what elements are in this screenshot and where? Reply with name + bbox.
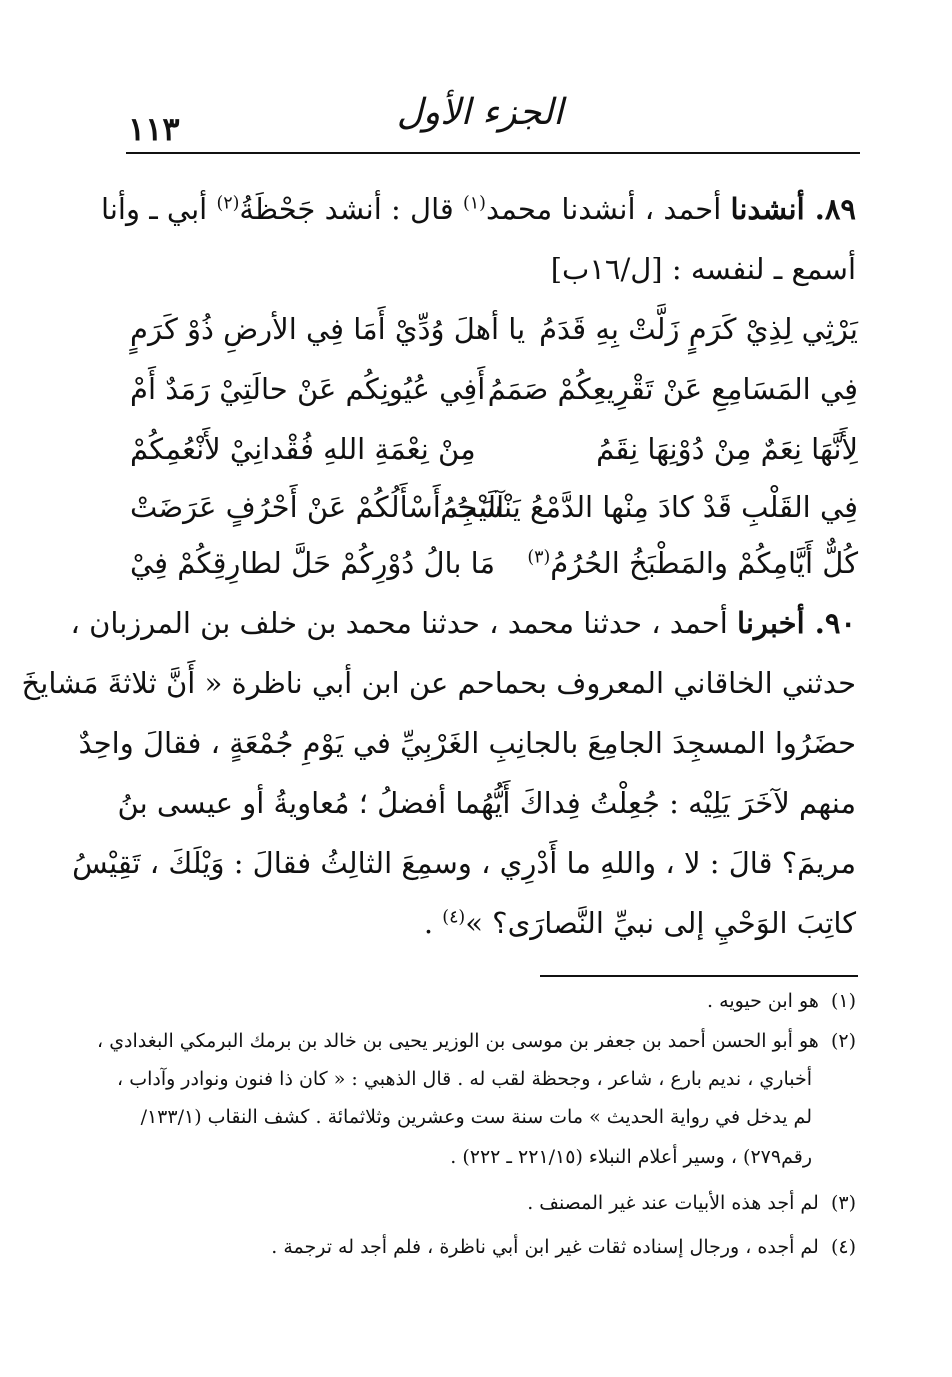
verse-text: كُلٌّ أَيَّامِكُمْ والمَطْبَخُ الحُرُمُ <box>550 546 858 580</box>
footnote-ref-1[interactable]: (١) <box>463 193 486 214</box>
page-number: ١١٣ <box>128 110 180 148</box>
verse-row <box>130 490 858 540</box>
entry-90-end: . <box>423 906 443 940</box>
entry-90-text: أحمد ، حدثنا محمد ، حدثنا محمد بن خلف بن المرزبان ، <box>70 606 737 640</box>
footnote-3 <box>527 1192 856 1214</box>
entry-90-line-6 <box>424 906 856 940</box>
entry-90-line-2: حدثني الخاقاني المعروف بحماحم عن ابن أبي ناظرة « أَنَّ ثلاثةَ مَشايخَ <box>21 666 856 700</box>
entry-90-line-4: منهم لآخَرَ يَلِيْه : جُعِلْتُ فِداكَ أَيُّهُما أفضلُ ؛ مُعاويةُ أو عيسى بنُ <box>117 786 856 820</box>
verse-row <box>130 372 858 422</box>
verse-hemistich-left: أَفِي عُيُونِكُم عَنْ حالَتِيْ رَمَدٌ أَمْ <box>130 372 486 406</box>
footnote-2 <box>97 1030 856 1052</box>
footnote-2-cont: أخباري ، نديم بارع ، شاعر ، وجحظة لقب له . قال الذهبي : « كان ذا فنون ونوادر وآداب ، <box>117 1068 812 1090</box>
entry-89-line-1 <box>101 192 856 226</box>
verse-hemistich-right: لِأَنَّهَا نِعَمٌ مِنْ دُوْنِهَا نِقَمُ <box>596 432 858 466</box>
footnote-ref-4[interactable]: (٤) <box>442 907 466 928</box>
footnote-text: هو أبو الحسن أحمد بن جعفر بن موسى بن الوزير يحيى بن خالد بن برمك البرمكي البغدادي ، <box>97 1030 819 1052</box>
entry-89-text-3: أبي ـ وأنا <box>101 192 217 226</box>
entry-89-line-2: أسمع ـ لنفسه : [ل/١٦ب] <box>550 252 856 286</box>
verse-hemistich-left: مِنْ نِعْمَةِ اللهِ فُقْدانِيْ لأَنْعُمِكُمْ <box>130 432 476 466</box>
entry-90-text-6: كاتِبَ الوَحْيِ إلى نبيِّ النَّصارَى؟ » <box>465 906 856 940</box>
verse-hemistich-right: يَرْثِي لِذِيْ كَرَمٍ زَلَّتْ بِهِ قَدَمُ <box>539 312 858 346</box>
running-header-title: الجزء الأول <box>396 92 564 133</box>
verse-hemistich-right: فِي القَلْبِ قَدْ كادَ مِنْها الدَّمْعُ يَنْسَجِمُ <box>440 490 858 524</box>
footnote-mark: (٣) <box>830 1192 856 1214</box>
footnote-2-cont: رقم٢٧٩) ، وسير أعلام النبلاء (٢٢١/١٥ ـ ٢٢٢) . <box>450 1146 812 1168</box>
footnote-separator <box>540 975 858 977</box>
footnote-text: لم أجده ، ورجال إسناده ثقات غير ابن أبي ناظرة ، فلم أجد له ترجمة . <box>271 1236 819 1258</box>
entry-90-line-5: مريمَ؟ قالَ : لا ، واللهِ ما أَدْرِي ، وسمِعَ الثالِثُ فقالَ : وَيْلَكَ ، تَقِيْسُ <box>72 846 856 880</box>
footnote-2-cont: لم يدخل في رواية الحديث » مات سنة ست وعشرين وثلاثمائة . كشف النقاب (١٣٣/١/ <box>140 1106 812 1128</box>
footnote-text: لم أجد هذه الأبيات عند غير المصنف . <box>527 1192 819 1214</box>
verse-hemistich-left: يا أهلَ وُدِّيْ أَمَا فِي الأرضِ ذُوْ كَرَمٍ <box>130 312 526 346</box>
entry-89-text: أحمد ، أنشدنا محمد <box>485 192 731 226</box>
footnote-mark: (١) <box>830 990 856 1012</box>
entry-89-text-2: قال : أنشد جَحْظَةُ <box>239 192 463 226</box>
verse-hemistich-right <box>527 546 858 580</box>
footnote-mark: (٢) <box>830 1030 856 1052</box>
entry-89-lead: ٨٩. أنشدنا <box>730 192 856 226</box>
verse-row <box>130 312 858 362</box>
verse-row <box>130 546 858 596</box>
entry-90-line-3: حضَرُوا المسجِدَ الجامِعَ بالجانِبِ الغَرْبِيِّ في يَوْمِ جُمْعَةٍ ، فقالَ واحِدٌ <box>78 726 856 760</box>
header-rule <box>126 152 860 154</box>
verse-hemistich-left: مَا بالُ دُوْرِكُمْ حَلَّ لطارِقِكُمْ فِيْ <box>130 546 496 580</box>
entry-90-line-1 <box>71 606 856 640</box>
footnote-mark: (٤) <box>830 1236 856 1258</box>
verse-hemistich-right: فِي المَسَامِعِ عَنْ تَقْرِيعِكُمْ صَمَمُ <box>487 372 858 406</box>
footnote-ref-2[interactable]: (٢) <box>216 193 240 214</box>
footnote-4 <box>271 1236 856 1258</box>
footnote-text: هو ابن حيويه . <box>707 990 819 1012</box>
footnote-ref-3[interactable]: (٣) <box>527 547 551 568</box>
entry-90-lead: ٩٠. أخبرنا <box>737 606 856 640</box>
verse-row <box>130 432 858 482</box>
verse-hemistich-left: آلَيْتُ أَسْأَلُكُمْ عَنْ أَحْرُفٍ عَرَضَتْ <box>130 490 505 524</box>
footnote-1 <box>707 990 856 1012</box>
